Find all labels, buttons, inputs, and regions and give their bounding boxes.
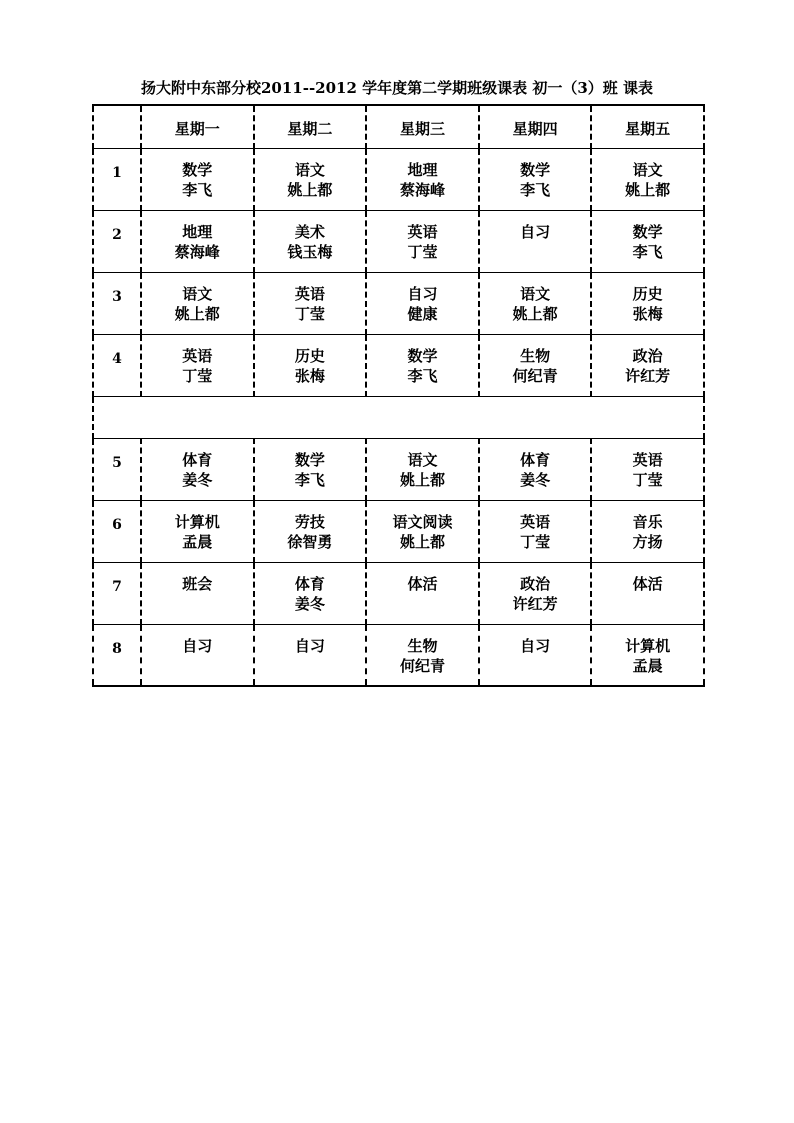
teacher: 钱玉梅 [287, 242, 333, 261]
teacher: 姜冬 [520, 470, 551, 489]
period-row-6 [93, 500, 704, 562]
class-cell [254, 210, 367, 272]
day-header-wed: 星期三 [366, 105, 479, 148]
class-cell [254, 624, 367, 686]
period-row-8 [93, 624, 704, 686]
subject: 数学 [182, 160, 213, 179]
period-row-5 [93, 438, 704, 500]
subject: 数学 [407, 346, 438, 365]
page-title: 扬大附中东部分校2011--2012 学年度第二学期班级课表 初一（3）班 课表 [140, 79, 654, 97]
period-number: 8 [93, 624, 141, 686]
subject: 生物 [520, 346, 551, 365]
class-cell [591, 148, 704, 210]
subject: 自习 [294, 636, 325, 655]
subject: 自习 [520, 636, 551, 655]
subject: 自习 [407, 284, 438, 303]
teacher: 何纪青 [512, 366, 558, 385]
teacher [142, 594, 253, 614]
class-cell [591, 562, 704, 624]
class-cell [591, 272, 704, 334]
teacher [592, 594, 703, 614]
subject: 音乐 [632, 512, 663, 531]
class-cell [479, 500, 592, 562]
class-cell [141, 148, 254, 210]
subject: 英语 [182, 346, 213, 365]
subject: 自习 [182, 636, 213, 655]
class-cell [479, 562, 592, 624]
class-cell [366, 624, 479, 686]
teacher: 丁莹 [182, 366, 213, 385]
subject: 美术 [294, 222, 325, 241]
period-row-7 [93, 562, 704, 624]
class-cell [479, 272, 592, 334]
teacher: 许红芳 [625, 366, 671, 385]
class-cell [591, 210, 704, 272]
subject: 政治 [520, 574, 551, 593]
day-header-tue: 星期二 [254, 105, 367, 148]
period-number: 6 [93, 500, 141, 562]
teacher: 孟晨 [182, 532, 213, 551]
class-cell [366, 210, 479, 272]
class-cell [141, 500, 254, 562]
teacher: 丁莹 [520, 532, 551, 551]
class-cell [591, 334, 704, 396]
teacher: 李飞 [520, 180, 551, 199]
teacher [480, 242, 591, 262]
teacher: 孟晨 [632, 656, 663, 675]
subject: 计算机 [174, 512, 220, 531]
teacher [480, 656, 591, 676]
teacher: 何纪青 [399, 656, 445, 675]
subject: 体育 [520, 450, 551, 469]
subject: 自习 [520, 222, 551, 241]
subject: 英语 [520, 512, 551, 531]
subject: 语文 [182, 284, 213, 303]
subject: 语文 [632, 160, 663, 179]
period-row-1 [93, 148, 704, 210]
period-number: 7 [93, 562, 141, 624]
class-cell [254, 148, 367, 210]
class-cell [366, 562, 479, 624]
teacher: 徐智勇 [287, 532, 333, 551]
class-cell [141, 562, 254, 624]
class-cell [254, 272, 367, 334]
subject: 体活 [632, 574, 663, 593]
teacher: 姚上都 [174, 304, 220, 323]
class-cell [141, 438, 254, 500]
day-header-mon: 星期一 [141, 105, 254, 148]
subject: 劳技 [294, 512, 325, 531]
subject: 语文阅读 [392, 512, 453, 531]
break-row [93, 396, 704, 438]
teacher: 姚上都 [399, 532, 445, 551]
teacher: 姚上都 [399, 470, 445, 489]
subject: 数学 [520, 160, 551, 179]
teacher: 丁莹 [294, 304, 325, 323]
period-number: 1 [93, 148, 141, 210]
teacher: 姚上都 [287, 180, 333, 199]
teacher: 张梅 [632, 304, 663, 323]
teacher: 张梅 [294, 366, 325, 385]
class-cell [366, 334, 479, 396]
period-row-4 [93, 334, 704, 396]
subject: 英语 [407, 222, 438, 241]
subject: 语文 [294, 160, 325, 179]
teacher: 姚上都 [625, 180, 671, 199]
subject: 数学 [294, 450, 325, 469]
class-cell [141, 210, 254, 272]
subject: 英语 [294, 284, 325, 303]
class-cell [479, 438, 592, 500]
subject: 语文 [407, 450, 438, 469]
class-cell [479, 210, 592, 272]
teacher: 李飞 [407, 366, 438, 385]
class-cell [141, 272, 254, 334]
class-cell [591, 624, 704, 686]
class-cell [366, 148, 479, 210]
subject: 计算机 [625, 636, 671, 655]
teacher: 丁莹 [407, 242, 438, 261]
subject: 历史 [294, 346, 325, 365]
subject: 班会 [182, 574, 213, 593]
teacher: 姜冬 [182, 470, 213, 489]
subject: 历史 [632, 284, 663, 303]
teacher: 李飞 [182, 180, 213, 199]
subject: 地理 [407, 160, 438, 179]
teacher: 李飞 [294, 470, 325, 489]
day-header-thu: 星期四 [479, 105, 592, 148]
teacher [367, 594, 478, 614]
teacher: 丁莹 [632, 470, 663, 489]
subject: 英语 [632, 450, 663, 469]
subject: 数学 [632, 222, 663, 241]
teacher [255, 656, 366, 676]
break-cell [93, 396, 704, 438]
period-number: 2 [93, 210, 141, 272]
class-cell [479, 624, 592, 686]
timetable [92, 104, 705, 687]
period-row-2 [93, 210, 704, 272]
class-cell [479, 334, 592, 396]
class-cell [479, 148, 592, 210]
subject: 政治 [632, 346, 663, 365]
teacher: 健康 [407, 304, 438, 323]
subject: 体活 [407, 574, 438, 593]
teacher: 方扬 [632, 532, 663, 551]
class-cell [366, 272, 479, 334]
period-number: 4 [93, 334, 141, 396]
period-number: 3 [93, 272, 141, 334]
period-number: 5 [93, 438, 141, 500]
teacher: 许红芳 [512, 594, 558, 613]
class-cell [366, 500, 479, 562]
class-cell [141, 624, 254, 686]
class-cell [366, 438, 479, 500]
teacher [142, 656, 253, 676]
day-header-fri: 星期五 [591, 105, 704, 148]
class-cell [254, 562, 367, 624]
class-cell [254, 438, 367, 500]
subject: 地理 [182, 222, 213, 241]
period-row-3 [93, 272, 704, 334]
class-cell [254, 334, 367, 396]
teacher: 姚上都 [512, 304, 558, 323]
header-row [93, 105, 704, 148]
teacher: 李飞 [632, 242, 663, 261]
class-cell [591, 438, 704, 500]
class-cell [141, 334, 254, 396]
subject: 体育 [294, 574, 325, 593]
class-cell [591, 500, 704, 562]
corner-cell [93, 105, 141, 148]
subject: 体育 [182, 450, 213, 469]
subject: 语文 [520, 284, 551, 303]
subject: 生物 [407, 636, 438, 655]
teacher: 蔡海峰 [174, 242, 220, 261]
teacher: 姜冬 [294, 594, 325, 613]
class-cell [254, 500, 367, 562]
teacher: 蔡海峰 [399, 180, 445, 199]
